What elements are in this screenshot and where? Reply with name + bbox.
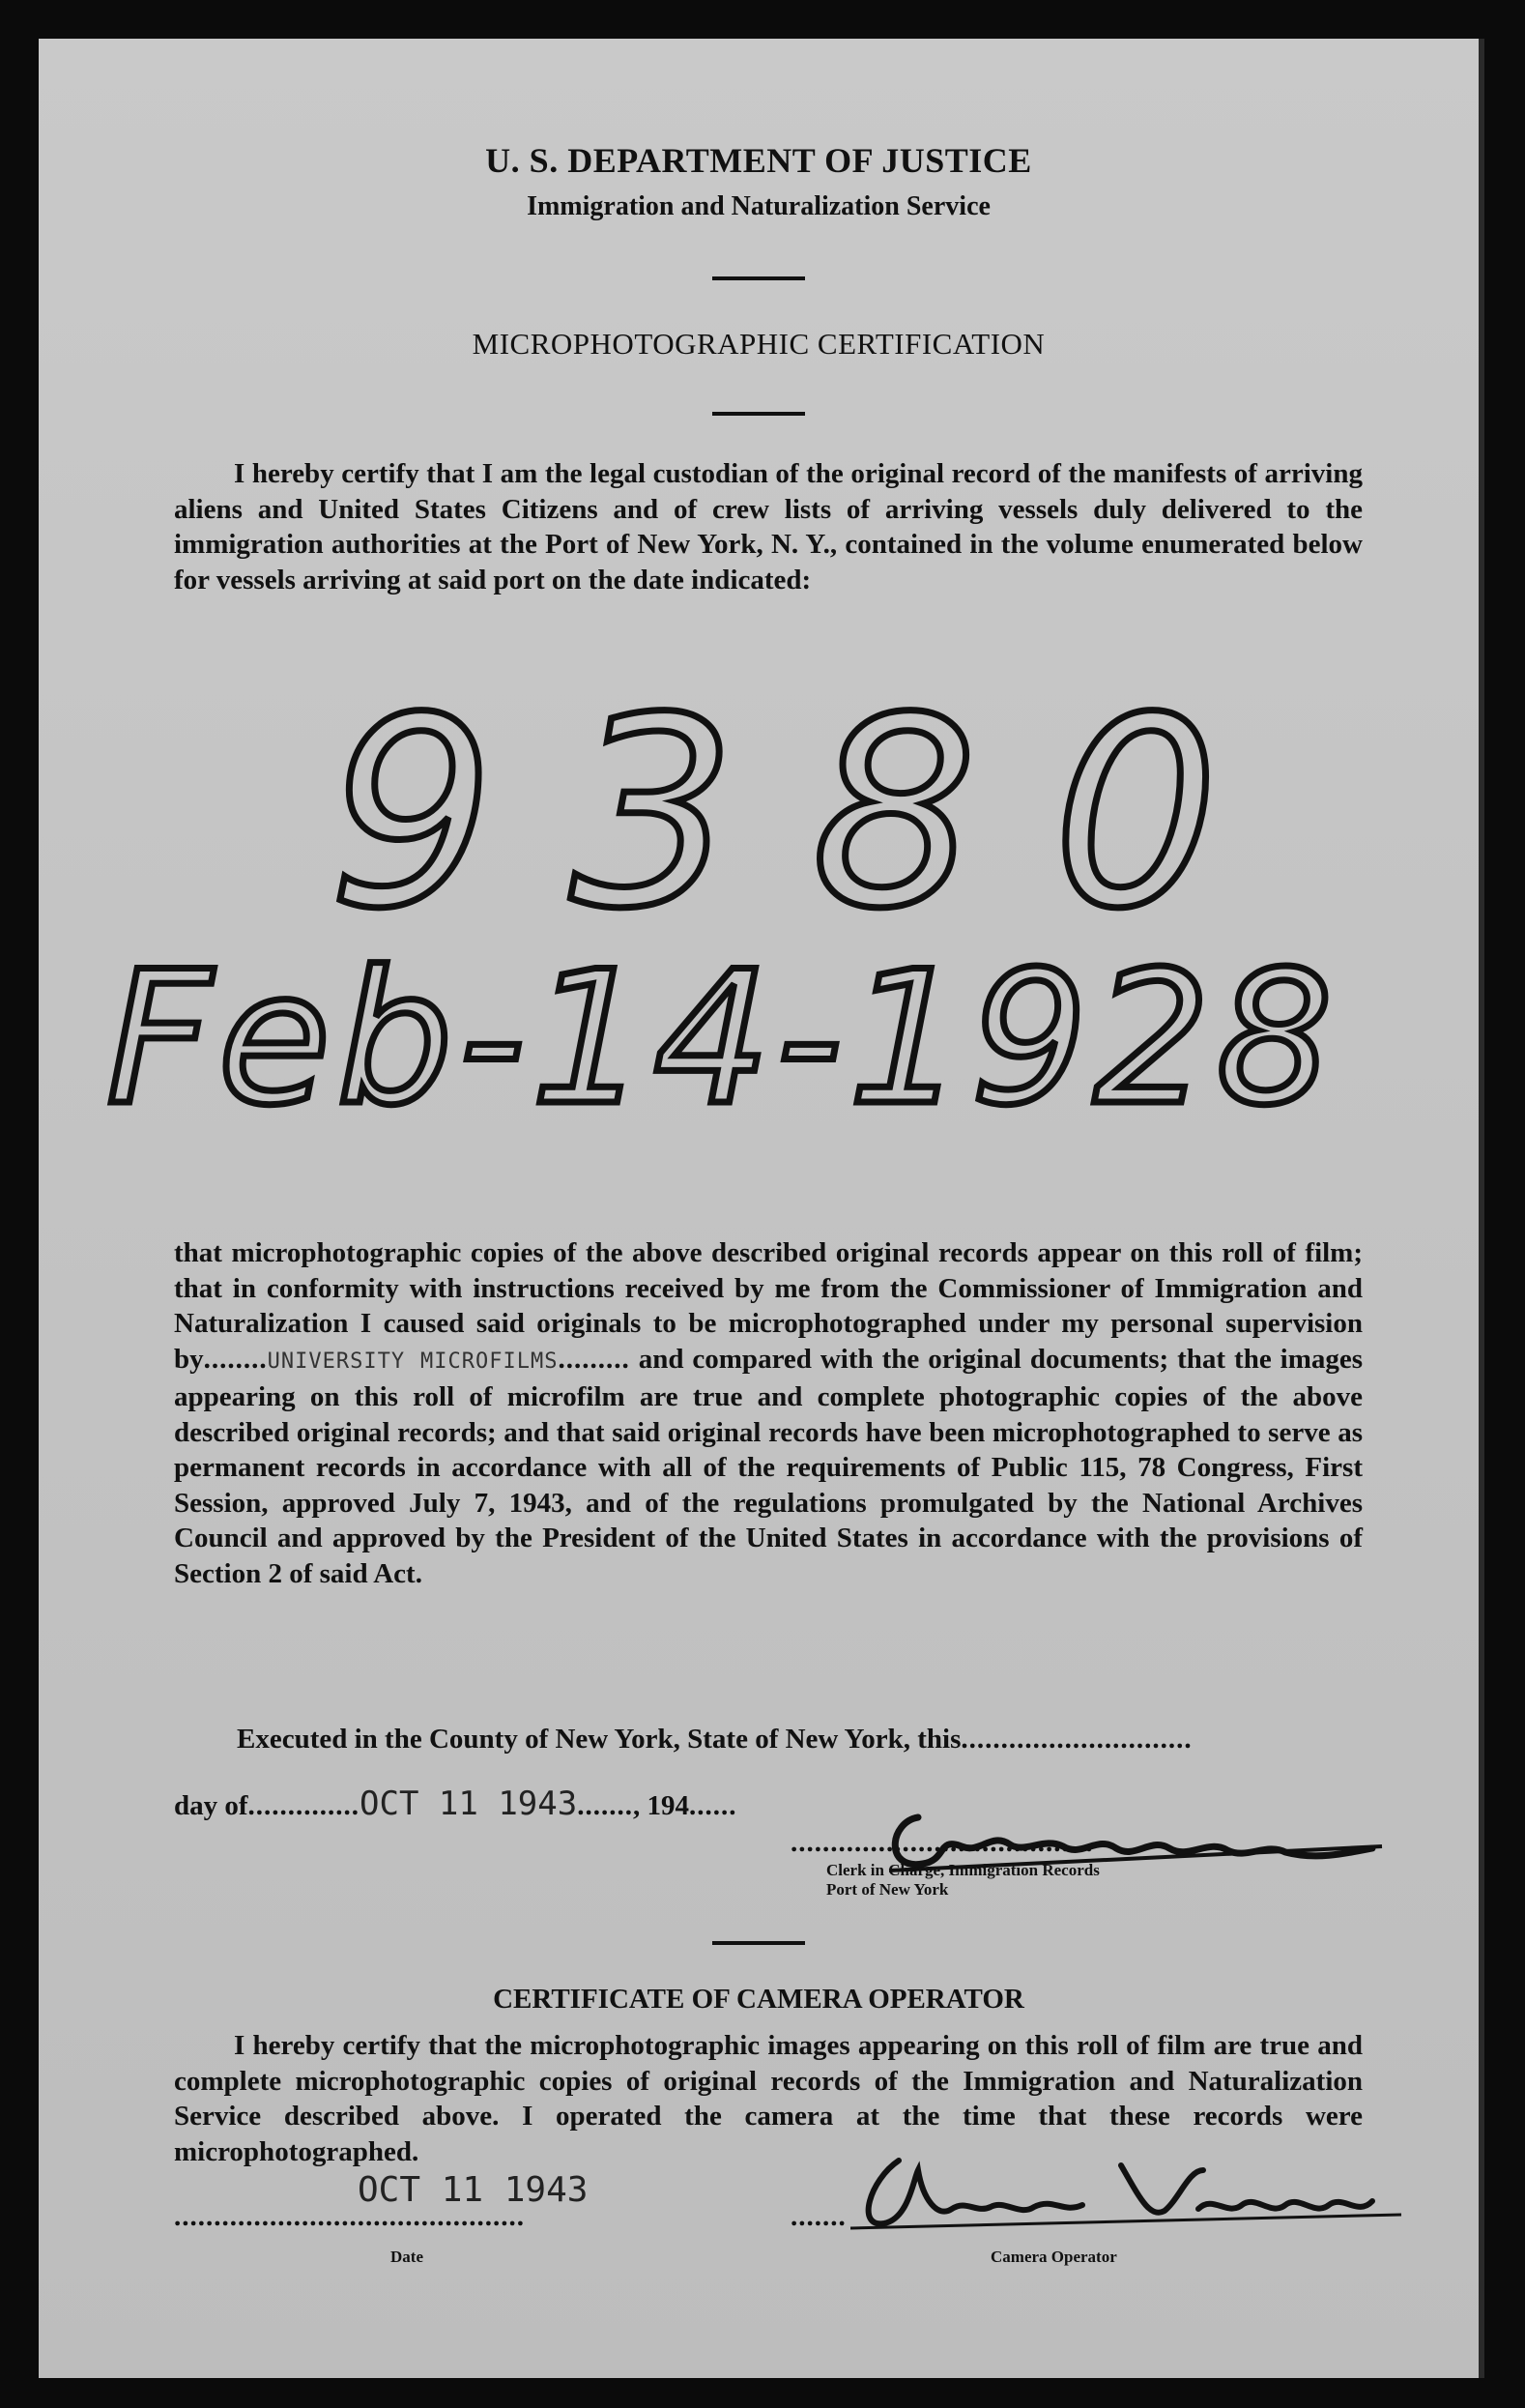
service-heading: Immigration and Naturalization Service: [527, 191, 991, 221]
date-dotted-line: ............................................: [174, 2201, 525, 2232]
handwritten-date: [77, 914, 1430, 1165]
stamped-date: OCT 11 1943: [360, 1784, 578, 1823]
camera-operator-title: CERTIFICATE OF CAMERA OPERATOR: [493, 1984, 1024, 2015]
leader-dots: .......: [577, 1790, 633, 1821]
leader-dots: .............................: [961, 1724, 1193, 1755]
handwritten-volume-text: 9380: [329, 661, 1295, 966]
typed-agent-name: UNIVERSITY MICROFILMS: [267, 1349, 559, 1374]
day-of-line: [174, 1784, 736, 1823]
clerk-title: Clerk in Charge, Immigration Records: [826, 1861, 1100, 1879]
agent-leader-dots: .........: [558, 1343, 630, 1375]
operator-signature-line: .......: [791, 2201, 847, 2232]
divider: [712, 1941, 805, 1945]
operator-stamped-date: OCT 11 1943: [358, 2170, 589, 2210]
camera-operator-signature: [831, 2141, 1411, 2248]
leader-dots: ..............: [247, 1790, 360, 1821]
department-heading: U. S. DEPARTMENT OF JUSTICE: [485, 141, 1032, 180]
paragraph-text: that microphotographic copies of the above described original records appear on this roll of film; that in conformity with instructions received by me from the Commissioner of Immigration and Naturalization I caused said originals to be microphotographed under my personal supervision by: [174, 1237, 1363, 1375]
certification-paragraph: I hereby certify that I am the legal custodian of the original record of the manifests of arriving aliens and United States Citizens and of crew lists of arriving vessels duly delivered to the immigration authorities at the Port of New York, N. Y., contained in the volume enumerated below for vessels arriving at said port on the date indicated:: [174, 458, 1363, 595]
handwritten-date-text: Feb-14-1928: [106, 932, 1339, 1146]
signature-dotted-line: ......................................: [791, 1827, 1094, 1858]
certification-title: MICROPHOTOGRAPHIC CERTIFICATION: [472, 327, 1046, 361]
clerk-port: Port of New York: [826, 1880, 949, 1899]
executed-text: Executed in the County of New York, State of New York, this: [237, 1724, 962, 1755]
certificate-sheet: [39, 39, 1484, 2378]
divider: [712, 412, 805, 416]
leader-dots: ......: [688, 1790, 737, 1821]
agent-leader-dots: ........: [203, 1343, 268, 1375]
year-suffix: , 194: [632, 1790, 689, 1821]
camera-operator-label: Camera Operator: [991, 2248, 1117, 2266]
certification-paragraph-continued: [174, 1235, 1363, 1591]
day-of-label: day of: [174, 1790, 248, 1821]
executed-line: [237, 1724, 1193, 1755]
date-label: Date: [390, 2248, 423, 2266]
paragraph-text: and compared with the original documents; that the images appearing on this roll of microfilm are true and complete photographic copies of the above described original records; and that said original records have been microphotographed to serve as permanent records in accordance with all of the requirements of Public 115, 78 Congress, First Session, approved July 7, 1943, and of the regulations promulgated by the National Archives Council and approved by the President of the United States in accordance with the provisions of Section 2 of said Act.: [174, 1343, 1364, 1589]
camera-operator-paragraph: I hereby certify that the microphotographic images appearing on this roll of film are true and complete microphotographic copies of original records of the Immigration and Naturalization Service described above. I operated the camera at the time that these records were microphotographed.: [174, 2030, 1363, 2167]
divider: [712, 276, 805, 280]
